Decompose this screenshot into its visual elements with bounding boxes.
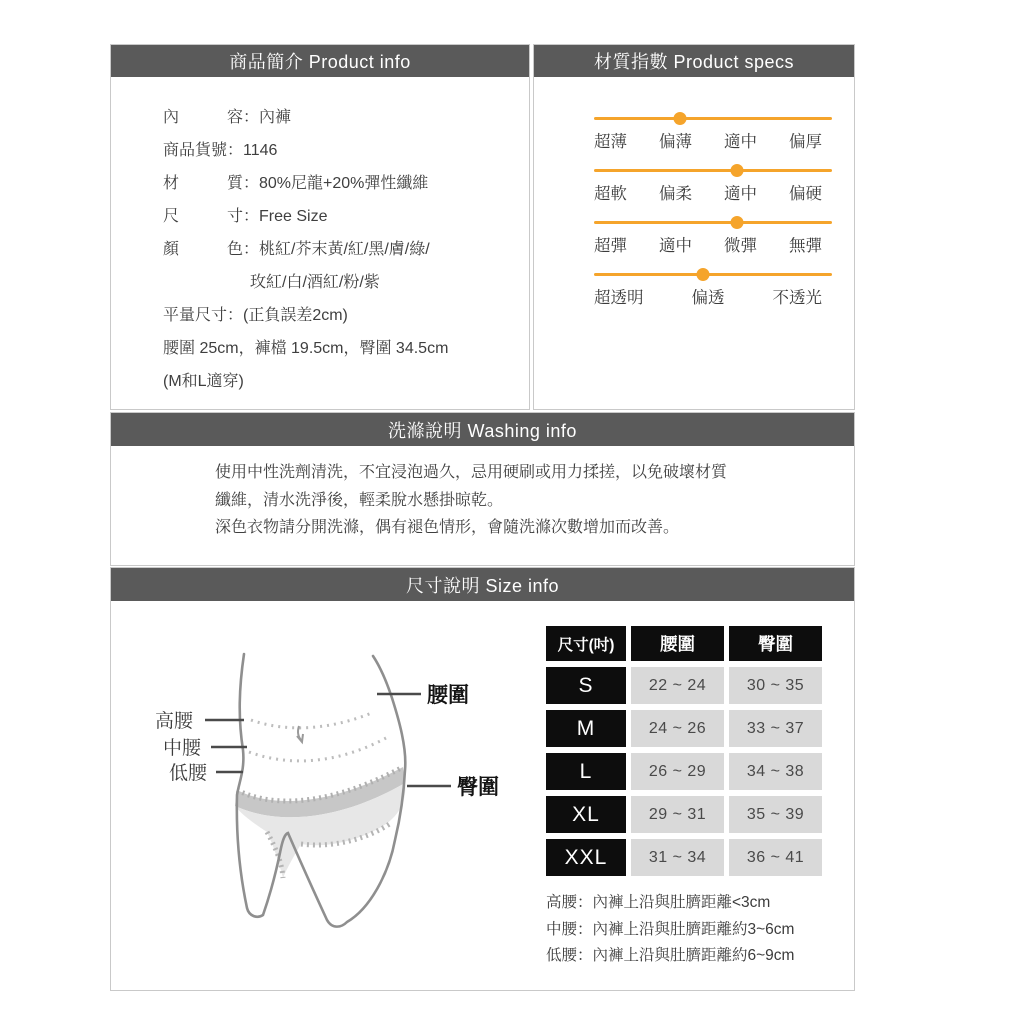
scale-label: 無彈 <box>789 237 822 255</box>
table-row <box>546 839 822 876</box>
slider-dot <box>730 164 743 177</box>
table-row <box>546 710 822 747</box>
table-row <box>546 667 822 704</box>
scale-label: 偏柔 <box>659 185 692 203</box>
scale-label: 偏硬 <box>789 185 822 203</box>
scale-label: 不透光 <box>772 289 822 307</box>
slider-scale-labels <box>594 284 822 308</box>
washing-info-header: 洗滌說明 Washing info <box>111 413 854 446</box>
info-line-dimensions: 腰圍 25cm，褲檔 19.5cm，臀圍 34.5cm <box>163 340 449 357</box>
scale-label: 超薄 <box>594 133 627 151</box>
waist-cell: 26 ~ 29 <box>631 753 724 790</box>
slider-scale-labels <box>594 180 822 204</box>
header-size-col: 尺寸(吋) <box>546 626 626 661</box>
note-mid-waist: 中腰：內褲上沿與肚臍距離約3~6cm <box>546 920 795 938</box>
table-row <box>546 796 822 833</box>
scale-label: 適中 <box>724 185 757 203</box>
scale-label: 適中 <box>659 237 692 255</box>
slider-dot <box>697 268 710 281</box>
slider-track <box>594 117 832 120</box>
high-waist-dotted-line <box>251 712 374 728</box>
info-line-sku: 商品貨號：1146 <box>163 142 278 159</box>
washing-line: 深色衣物請分開洗滌，偶有褪色情形，會隨洗滌次數增加而改善。 <box>215 519 680 536</box>
washing-line: 纖維，清水洗淨後，輕柔脫水懸掛晾乾。 <box>215 491 504 509</box>
slider-dot <box>730 216 743 229</box>
scale-label: 超透明 <box>594 289 644 307</box>
scale-label: 偏透 <box>691 289 725 307</box>
scale-label: 微彈 <box>724 237 757 255</box>
underwear-diagram <box>131 620 531 940</box>
size-info-panel <box>110 567 855 991</box>
size-cell: XL <box>546 796 626 833</box>
thickness-slider <box>594 107 832 159</box>
mid-waist-dotted-line <box>249 738 386 761</box>
washing-info-panel <box>110 412 855 566</box>
scale-label: 偏薄 <box>659 133 692 151</box>
waist-cell: 31 ~ 34 <box>631 839 724 876</box>
scale-label: 適中 <box>724 133 757 151</box>
slider-scale-labels <box>594 128 822 152</box>
product-specs-header: 材質指數 Product specs <box>534 45 854 77</box>
note-low-waist: 低腰：內褲上沿與肚臍距離約6~9cm <box>546 947 795 964</box>
product-info-lines <box>111 77 529 398</box>
waist-cell: 24 ~ 26 <box>631 710 724 747</box>
product-info-header: 商品簡介 Product info <box>111 45 529 77</box>
info-line-measure: 平量尺寸：(正負誤差2cm) <box>163 307 348 324</box>
slider-track <box>594 273 832 276</box>
softness-slider <box>594 159 832 211</box>
high-waist-label: 高腰 <box>155 711 194 732</box>
scale-label: 偏厚 <box>789 133 822 151</box>
hip-cell: 34 ~ 38 <box>729 753 822 790</box>
size-cell: M <box>546 710 626 747</box>
info-line-size: 尺 寸：Free Size <box>163 208 328 225</box>
scale-label: 超彈 <box>594 237 627 255</box>
header-hip-col: 臀圍 <box>729 626 822 661</box>
hip-cell: 30 ~ 35 <box>729 667 822 704</box>
waist-cell: 29 ~ 31 <box>631 796 724 833</box>
hip-label: 臀圍 <box>457 776 499 799</box>
scale-label: 超軟 <box>594 185 627 203</box>
hip-cell: 35 ~ 39 <box>729 796 822 833</box>
table-row <box>546 753 822 790</box>
info-line-material: 材 質：80%尼龍+20%彈性纖維 <box>163 175 429 192</box>
spec-sliders <box>534 77 854 315</box>
info-line-fit: (M和L適穿) <box>163 373 244 390</box>
elasticity-slider <box>594 211 832 263</box>
washing-instructions <box>111 446 854 542</box>
washing-line: 使用中性洗劑清洗，不宜浸泡過久，忌用硬刷或用力揉搓，以免破壞材質 <box>215 464 728 481</box>
size-cell: XXL <box>546 839 626 876</box>
product-specs-panel <box>533 44 855 410</box>
size-table-header-row <box>546 626 822 661</box>
header-waist-col: 腰圍 <box>631 626 724 661</box>
product-info-panel <box>110 44 530 410</box>
mid-waist-label: 中腰 <box>163 738 202 759</box>
low-waist-label: 低腰 <box>169 763 208 784</box>
hip-cell: 33 ~ 37 <box>729 710 822 747</box>
size-table <box>546 626 822 882</box>
slider-track <box>594 169 832 172</box>
info-line-content: 內 容：內褲 <box>163 109 292 126</box>
note-high-waist: 高腰：內褲上沿與肚臍距離<3cm <box>546 894 771 911</box>
size-cell: L <box>546 753 626 790</box>
hip-cell: 36 ~ 41 <box>729 839 822 876</box>
waist-cell: 22 ~ 24 <box>631 667 724 704</box>
size-info-header: 尺寸說明 Size info <box>111 568 854 601</box>
slider-scale-labels <box>594 232 822 256</box>
info-line-colors-2: 玫紅/白/酒紅/粉/紫 <box>250 274 380 291</box>
slider-track <box>594 221 832 224</box>
slider-dot <box>673 112 686 125</box>
waist-label: 腰圍 <box>427 684 469 707</box>
transparency-slider <box>594 263 832 315</box>
waist-height-notes <box>546 890 794 970</box>
info-line-colors-1: 顏 色：桃紅/芥末黃/紅/黑/膚/綠/ <box>163 241 430 258</box>
size-cell: S <box>546 667 626 704</box>
